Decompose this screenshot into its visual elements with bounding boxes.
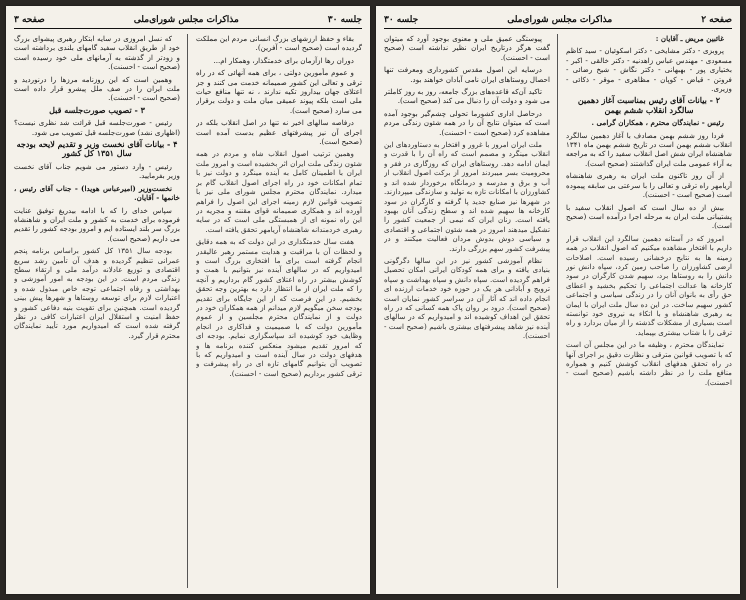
paragraph: درسایه این اصول مقدس کشورداری ومعرفت تنها احصال روستاهای ایران نامی آبادان خواهند بود. (384, 65, 550, 84)
right-page-left-column (384, 34, 550, 588)
speaker-line: رئیس - نمایندگان محترم ، همکاران گرامی . (591, 118, 724, 128)
paragraph: که نسل امروزی در سایه ابتکار رهبری پیشوای بزرگ خود از طریق انقلاب سفید گامهای بلندی برداشته است و زودتر از گذشته به آرمانهای ملی خود رسیده است (صحیح است - احسنت). (14, 34, 180, 72)
section-heading: ۳ - تصویب صورت‌جلسه قبل (49, 104, 145, 115)
paragraph: و عموم مأمورین دولتی ، برای همه آنهائی که در راه ترقی و تعالی این کشور صمیمانه خدمت می کنند و جز اعتلای جهان بیداروز تکیه ندارند ، نه تنها منافع حیات ملی است بلکه پیوند عمیقی میان ملت و دولت برقرار می سازد (صحیح است). (196, 68, 362, 115)
section-heading: ۲ - بیانات آقای رئیس بمناسبت آغاز دهمین سالگرد انقلاب ششم بهمن (577, 95, 721, 115)
filler-paragraph: نظام آموزشی کشور نیز در این سالها دگرگونی بنیادی یافته و برای همه کودکان ایرانی امکان تحصیل فراهم گردیده است. سپاه دانش و سپاه بهداشت و سپاه ترویج و آبادانی هر یک در حوزه خود خدمات ارزنده ای انجام داده اند که آثار آن در سراسر کشور نمایان است (صحیح است). درود بر روان پاک همه کسانی که در راه تحقق این اهداف کوشیده اند و امیدواریم که در سالهای آینده نیز شاهد پیشرفتهای بیشتری باشیم (صحیح است - احسنت). (384, 255, 550, 341)
column-rule (557, 34, 558, 588)
filler-paragraph: ملت ایران امروز با غرور و افتخار به دستاوردهای این انقلاب مینگرد و مصمم است که راه آن را با قدرت و ایمان ادامه دهد. روستاهای ایران که روزگاری در فقر و محرومیت بسر میبردند امروز از برکت اصول انقلاب از آب و برق و مدرسه و درمانگاه برخوردار شده اند و کشاورزان با امکانات تازه به تولید و سازندگی میپردازند. در شهرها نیز صنایع جدید پا گرفته و کارگران در سود کارخانه ها سهیم شده اند و سطح زندگی آنان بهبود یافته است. زنان ایران که نیمی از جمعیت کشور را تشکیل میدهند امروز در همه شئون اجتماعی و اقتصادی و سیاسی دوش بدوش مردان فعالیت میکنند و در پیشرفت کشور سهم بزرگی دارند. (384, 140, 550, 253)
right-page-title: مذاکرات مجلس شورای‌ملی (507, 15, 613, 25)
paragraph: رئیس - وارد دستور می شویم جناب آقای نخست وزیر بفرمایید. (14, 161, 180, 181)
paragraph: بقاء و حفظ ارزشهای بزرگ انسانی مردم این مملکت گردیده است (صحیح است - آفرین). (196, 34, 362, 53)
paragraph: بیش از ده سال است که اصول انقلاب سفید با پشتیبانی ملت ایران به مرحله اجرا درآمده است (صحیح است). (566, 202, 732, 231)
paragraph: پیوستگی عمیق ملی و معنوی بوجود آورد که میتوان گفت هرگز درتاریخ ایران نظیر نداشته است (صحیح است - احسنت). (384, 34, 550, 62)
left-page-session: جلسه ۳۰ (327, 15, 362, 25)
right-page (376, 6, 740, 594)
left-page-right-column (196, 34, 362, 588)
right-page-right-column (566, 34, 732, 588)
left-page-title: مذاکرات مجلس شورای‌ملی (133, 15, 239, 25)
left-page (6, 6, 370, 594)
filler-paragraph: هفت سال خدمتگذاری در این دولت که به همه دقایق و لحظات آن با مراقبت و هدایت مستمر رهبر عالیقدر انجام گرفته است برای ما افتخاری بزرگ است و امیدواریم که در سالهای آینده نیز بتوانیم با همت و کوشش بیشتر در راه اعتلای کشور گام برداریم و آنچه را که ملت ایران از ما انتظار دارد به بهترین وجه تحقق بخشیم. در این فرصت که از این جایگاه برای تقدیم بودجه سخن میگویم لازم میدانم از همه همکاران خود در دولت و از نمایندگان محترم مجلسین و از عموم مأمورین دولت که با صمیمیت و فداکاری در انجام وظایف خود کوشیده اند سپاسگزاری نمایم. بودجه ای که امروز تقدیم میشود منعکس کننده برنامه ها و هدفهای دولت در سال آینده است و امیدواریم که با تصویب آن بتوانیم گامهای تازه ای در راه پیشرفت و ترقی کشور برداریم (صحیح است - احسنت). (196, 237, 362, 378)
filler-paragraph: نمایندگان محترم ، وظیفه ما در این مجلس آن است که با تصویب قوانین مترقی و نظارت دقیق بر اجرای آنها در راه تحقق هدفهای انقلاب کوشش کنیم و همواره منافع ملت را در نظر داشته باشیم (صحیح است - احسنت). (566, 340, 732, 387)
left-page-left-column (14, 34, 180, 588)
paragraph: درفاصه سالهای اخیر نه تنها در اصل انقلاب بلکه در اجرای آن نیز پیشرفتهای عظیم بدست آمده است (صحیح است). (196, 118, 362, 147)
left-page-number: صفحه ۳ (14, 15, 45, 25)
right-page-session: جلسه ۳۰ (384, 15, 419, 25)
paragraph: سپاس خدای را که با ادامه بیدریغ توفیق عنایت فرموده برای خدمت به کشور و ملت ایران و شاهنشاه بزرگ سر بلند ایستاده ایم و امروز بودجه کشور را تقدیم می داریم (صحیح است). (14, 205, 180, 243)
column-rule (187, 34, 188, 588)
filler-paragraph: امروز که در آستانه دهمین سالگرد این انقلاب قرار داریم با افتخار مشاهده میکنیم که اصول انقلاب در همه زمینه ها به نتایج درخشانی رسیده است. اصلاحات ارضی کشاورزان را صاحب زمین کرد، سپاه دانش نور دانش را به روستاها برد، سهیم شدن کارگران در سود کارخانه ها عدالت اجتماعی را تحکیم بخشید و اعطای حق رأی به بانوان آنان را در زندگی سیاسی و اجتماعی کشور سهیم ساخت. در این ده سال ملت ایران با ایمان به رهبری شاهنشاه و با اتکاء به نیروی خود توانسته است بسیاری از مشکلات گذشته را از میان بردارد و راه ترقی را با شتاب بیشتری بپیماید. (566, 233, 732, 337)
section-heading: ۴ - بیانات آقای نخست وزیر و تقدیم لایحه بودجه سال ۱۳۵۱ کل کشور (16, 139, 178, 159)
filler-paragraph: وهمین ترتیب اصول انقلاب شاه و مردم در همه شئون زندگی ملت ایران اثر بخشیده است و امروز ملت ایران با اطمینان کامل به آینده مینگرد و دولت نیز با تمام امکانات خود در راه اجرای اصول انقلاب گام بر میدارد. نمایندگان محترم مجلس شورای ملی نیز با تصویب قوانین لازم زمینه اجرای این اصول را فراهم آورده اند و همکاری صمیمانه قوای مقننه و مجریه در این راه نمونه ای از همبستگی ملی است که در سایه رهبری خردمندانه شاهنشاه آریامهر تحقق یافته است. (196, 149, 362, 234)
paragraph: تاکید آن‌که قاعده‌های بزرگ جامعه، روز به روز کاملتر می شود و دولت آن را دنبال می کند (صحیح است). (384, 87, 550, 106)
paragraph: پروبزی - دکتر مشایخی - دکتر اسکوئیان - سید کاظم مسعودی - مهندس عباس زاهدنیه - دکتر خالقی - اکبر - بختیاری پور - بهبهانی - دکتر نگاش - شیخ رضائی - فروتن - قیاض - کوپان - مظاهری - موقر - ذکائی - وزیری. (566, 46, 732, 94)
paragraph: رئیس - صورت‌جلسه قبل قرائت شد نظری نیست؟ (اظهاری نشد) صورت‌جلسه قبل تصویب می شود. (14, 118, 180, 137)
paragraph: فردا روز ششم بهمن مصادف با آغاز دهمین سالگرد انقلاب ششم بهمن است در تاریخ ششم بهمن ماه ۱۳۴۱ شاهنشاه ایران شش اصل انقلاب سفید را که به مراجعه به آراء عمومی ملت ایران گذاشتند (صحیح است). (566, 130, 732, 168)
left-page-header (14, 12, 362, 29)
speaker-line: نخست‌وزیر (امیرعباس هویدا) - جناب آقای رئیس ، خانمها - آقایان. (14, 183, 180, 203)
paragraph: دوران رها ازآزمان برای خدمتگذار، وهمکار ام... (213, 55, 354, 65)
section-heading: غائبین مریض ـ آقایان : (655, 34, 724, 43)
filler-paragraph: بودجه سال ۱۳۵۱ کل کشور براساس برنامه پنجم عمرانی تنظیم گردیده و هدف آن تأمین رشد سریع اقتصادی و توزیع عادلانه درآمد ملی و ارتقاء سطح زندگی مردم است. در این بودجه به امور آموزشی و بهداشتی و رفاه اجتماعی توجه خاص مبذول شده و اعتبارات لازم برای توسعه روستاها و شهرها پیش بینی گردیده است. همچنین برای تقویت بنیه دفاعی کشور و حفظ امنیت و استقلال ایران اعتبارات کافی در نظر گرفته شده است که امیدواریم مورد تأیید نمایندگان محترم قرار گیرد. (14, 246, 180, 340)
right-page-number: صفحه ۲ (701, 15, 732, 25)
right-page-header (384, 12, 732, 29)
paragraph: از آن روز تاکنون ملت ایران به رهبری شاهنشاه آریامهر راه ترقی و تعالی را با سرعتی بی سابقه پیموده است (صحیح است - احسنت). (566, 171, 732, 200)
paragraph: وهمین است که این روزنامه مرزها را درنوردید و ملت ایران را در صف ملل پیشرو قرار داده است (صحیح است - احسنت). (14, 74, 180, 103)
paragraph: درحاصل اداری کشورما تحولی چشم‌گیر بوجود آمده است که میتوان نتایج آن را در همه شئون زندگی مردم مشاهده کرد (صحیح است - احسنت). (384, 108, 550, 137)
